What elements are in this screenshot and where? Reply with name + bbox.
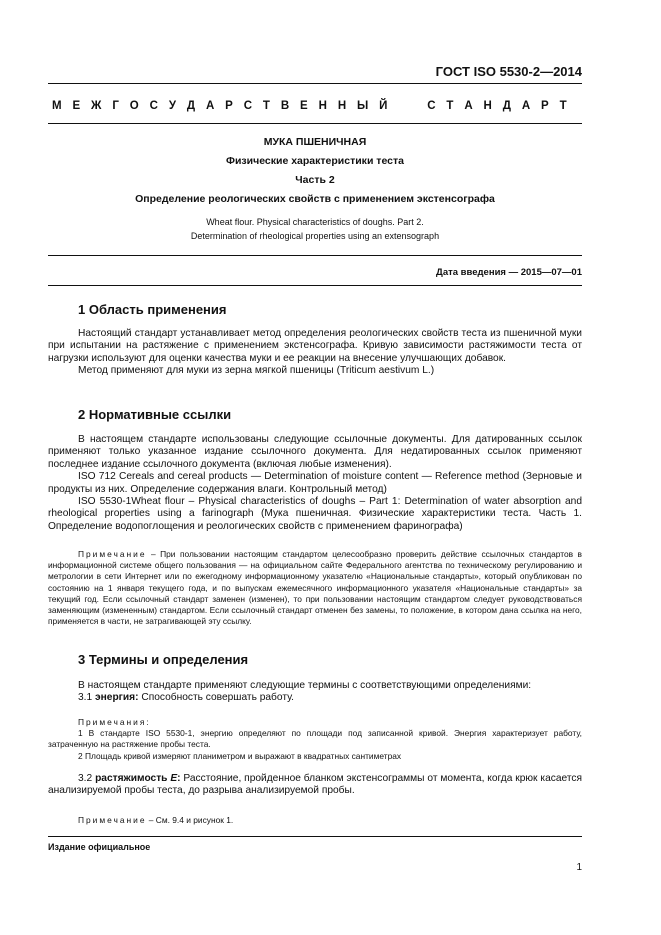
section-2-paragraph-1: В настоящем стандарте использованы следующие ссылочные документы. Для датированных ссылок применяют только указанное издание ссылочного документа. Для недатированных ссылок применяют последнее издание ссылочного документа (включая любые изменения). <box>48 434 582 470</box>
term-3-1-definition: Способность совершать работу. <box>138 692 294 704</box>
interstate-standard-banner <box>52 100 567 112</box>
term-3-1-term: энергия: <box>95 692 139 704</box>
term-3-1-note-1: 1 В стандарте ISO 5530-1, энергию определяют по площади под записанной кривой. Энергия характеризует работу, затраченную на растяжение пробы теста. <box>48 728 582 750</box>
title-rule <box>48 255 582 256</box>
term-3-2-colon: : <box>177 773 181 784</box>
banner-letter: Т <box>559 100 567 112</box>
note-text: – При пользовании настоящим стандартом целесообразно проверить действие ссылочных стандартов в информационной системе общего пользования — на официальном сайте Федерального агентства по техническому регулированию и метрологии в сети Интернет или по ежегодному информационному указателю «Национальные стандарты», который опубликован по состоянию на 1 января текущего года, и по выпускам ежемесячного информационного указателя «Национальные стандарты» за текущий год. Если ссылочный стандарт заменен (изменен), то при пользовании настоящим стандартом следует руководствоваться заменяющим (измененным) стандартом. Если ссылочный стандарт отменен без замены, то положение, в котором дана ссылка на него, применяется в части, не затрагивающей эту ссылку. <box>48 549 582 627</box>
title-main: МУКА ПШЕНИЧНАЯ <box>263 136 367 148</box>
section-1-heading: 1 Область применения <box>78 302 227 317</box>
banner-letter: Н <box>337 100 347 112</box>
term-3-1-note-2: 2 Площадь кривой измеряют планиметром и выражают в квадратных сантиметрах <box>78 750 402 761</box>
term-3-2-symbol: E <box>170 773 178 784</box>
banner-letter: А <box>521 100 531 112</box>
page-number: 1 <box>576 862 582 873</box>
term-3-2-number: 3.2 <box>78 773 96 784</box>
section-2-body <box>48 434 582 533</box>
banner-letter: Е <box>300 100 308 112</box>
section-3-heading: 3 Термины и определения <box>78 652 249 667</box>
title-subtitle: Физические характеристики теста <box>226 155 404 167</box>
title-part: Часть 2 <box>295 174 335 186</box>
term-3-1-notes <box>48 717 582 762</box>
date-rule <box>48 285 582 286</box>
term-3-1 <box>48 692 582 704</box>
banner-letter: Т <box>446 100 454 112</box>
title-english-line1: Wheat flour. Physical characteristics of doughs. Part 2. <box>206 217 424 227</box>
note-3-label: Примечание <box>78 815 147 825</box>
banner-letter: Н <box>483 100 492 112</box>
header-rule <box>48 83 582 84</box>
reference-iso-5530-1: ISO 5530-1Wheat flour – Physical characteristics of doughs – Part 1: Determination of water absorption and rheological properties using a farinograph (Мука пшеничная. Физические характеристики теста. Часть 1. Определение водопоглощения и реологических свойств с применением фаринографа) <box>48 496 582 532</box>
banner-letter: Ж <box>91 100 102 112</box>
title-part-name: Определение реологических свойств с применением экстенсографа <box>135 193 495 205</box>
term-3-2-definition: Расстояние, пройденное бланком экстенсограммы от момента, когда крюк касается анализируемой пробы теста, до разрыва анализируемой пробы. <box>48 773 583 797</box>
section-3-body <box>48 680 582 705</box>
banner-letter: А <box>205 100 215 112</box>
title-english-line2: Determination of rheological properties using an extensograph <box>190 231 440 241</box>
note-3-text: – См. 9.4 и рисунок 1. <box>146 815 234 825</box>
banner-letter: М <box>52 100 62 112</box>
banner-rule <box>48 123 582 124</box>
section-2-heading: 2 Нормативные ссылки <box>78 407 232 422</box>
notes-label: Примечания: <box>78 717 151 727</box>
introduction-date: Дата введения — 2015—07—01 <box>436 267 582 278</box>
banner-letter: О <box>129 100 139 112</box>
section-1-paragraph-2: Метод применяют для муки из зерна мягкой пшеницы (Triticum aestivum L.) <box>78 365 435 377</box>
section-1-paragraph-1: Настоящий стандарт устанавливает метод определения реологических свойств теста из пшеничной муки при испытании на растяжение с применением экстенсографа. Кривую зависимости растяжимости теста от нагрузки используют для оценки качества муки и ее реакции на внесение улучшающих добавок. <box>48 328 582 364</box>
banner-letter: Е <box>72 100 81 112</box>
reference-iso-712: ISO 712 Cereals and cereal products — Determination of moisture content — Reference method (Зерновые и продукты из них. Определение содержания влаги. Контрольный метод) <box>48 471 582 495</box>
banner-letter: Й <box>379 100 388 112</box>
term-3-1-number: 3.1 <box>78 692 95 704</box>
section-3-intro: В настоящем стандарте применяют следующие термины с соответствующими определениями: <box>78 680 532 691</box>
banner-letter: Н <box>318 100 327 112</box>
banner-letter: Р <box>541 100 549 112</box>
footer-rule <box>48 836 582 837</box>
banner-letter: С <box>149 100 158 112</box>
banner-letter: Т <box>262 100 270 112</box>
banner-letter: С <box>427 100 436 112</box>
banner-letter: Ы <box>357 100 369 112</box>
banner-letter: Р <box>225 100 233 112</box>
term-3-2-term: растяжимость <box>95 773 171 784</box>
section-1-body <box>48 328 582 378</box>
banner-letter: Г <box>112 100 119 112</box>
note-label: Примечание <box>78 549 147 559</box>
term-3-2-note <box>48 815 582 826</box>
document-number: ГОСТ ISO 5530-2—2014 <box>435 64 582 79</box>
banner-letter: С <box>243 100 253 112</box>
banner-letter: Д <box>502 100 511 112</box>
banner-letter: А <box>464 100 473 112</box>
official-edition-label: Издание официальное <box>48 842 151 852</box>
banner-letter: У <box>168 100 176 112</box>
banner-letter: В <box>280 100 290 112</box>
banner-word-gap <box>398 100 416 112</box>
section-2-note <box>48 549 582 627</box>
banner-letter: Д <box>186 100 196 112</box>
term-3-2 <box>48 773 582 798</box>
